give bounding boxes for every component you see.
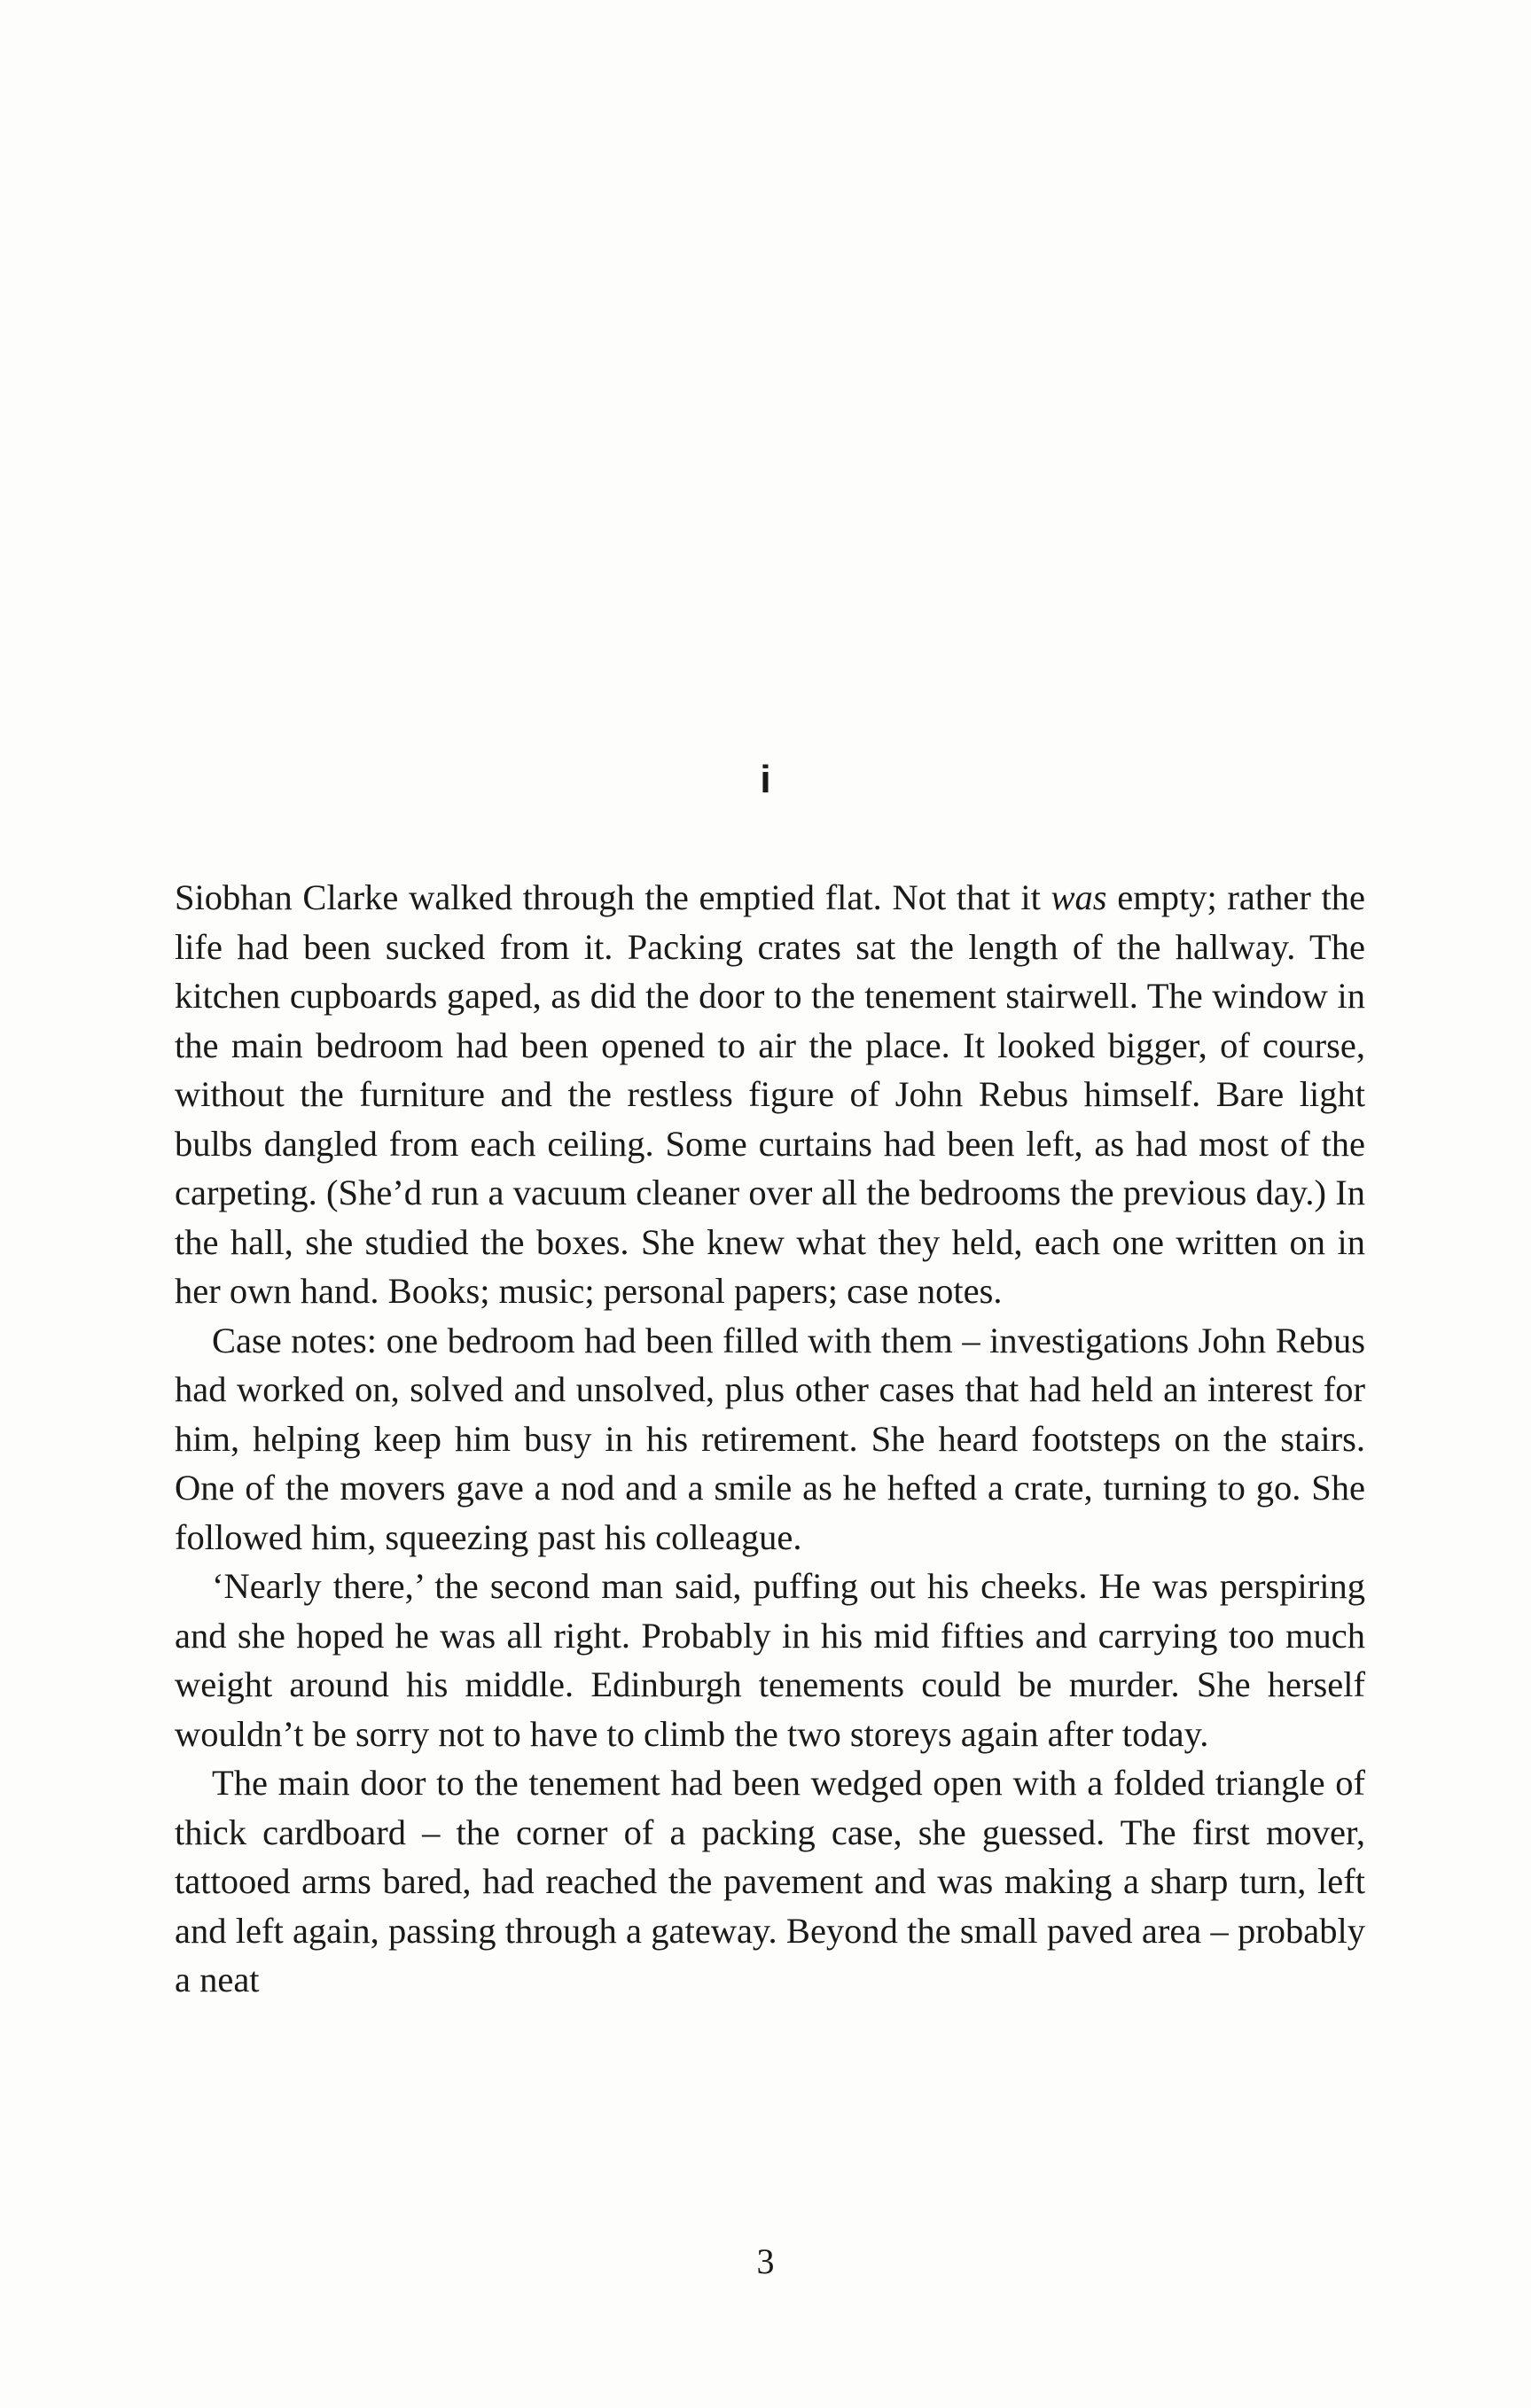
body-text <box>175 873 1365 2005</box>
page-number: 3 <box>756 2241 775 2281</box>
paragraph-4: The main door to the tenement had been wedged open with a folded triangle of thick cardboard – the corner of a packing case, she guessed. The first mover, tattooed arms bared, had reached the pavement and was making a sharp turn, left and left again, passing through a gateway. Beyond the small paved area – probably a neat <box>175 1763 1365 1999</box>
paragraph-1 <box>175 873 1365 1316</box>
paragraph-1-emphasis: was <box>1051 877 1107 917</box>
paragraph-1-rest: empty; rather the life had been sucked from it. Packing crates sat the length of the hallway. The kitchen cupboards gaped, as did the door to the tenement stairwell. The window in the main bedroom had been opened to air the place. It looked bigger, of course, without the furniture and the restless figure of John Rebus himself. Bare light bulbs dangled from each ceiling. Some curtains had been left, as had most of the carpeting. (She’d run a vacuum cleaner over all the bedrooms the previous day.) In the hall, she studied the boxes. She knew what they held, each one written on in her own hand. Books; music; personal papers; case notes. <box>175 877 1365 1311</box>
paragraph-1-start: Siobhan Clarke walked through the emptied flat. Not that it <box>175 877 1051 917</box>
paragraph-2: Case notes: one bedroom had been filled with them – investigations John Rebus had worked on, solved and unsolved, plus other cases that had held an interest for him, helping keep him busy in his retirement. She heard footsteps on the stairs. One of the movers gave a nod and a smile as he hefted a crate, turning to go. She followed him, squeezing past his colleague. <box>175 1320 1365 1557</box>
chapter-number: i <box>760 758 771 801</box>
paragraph-3: ‘Nearly there,’ the second man said, puffing out his cheeks. He was perspiring and she hoped he was all right. Probably in his mid fifties and carrying too much weight around his middle. Edinburgh tenements could be murder. She herself wouldn’t be sorry not to have to climb the two storeys again after today. <box>175 1566 1365 1754</box>
